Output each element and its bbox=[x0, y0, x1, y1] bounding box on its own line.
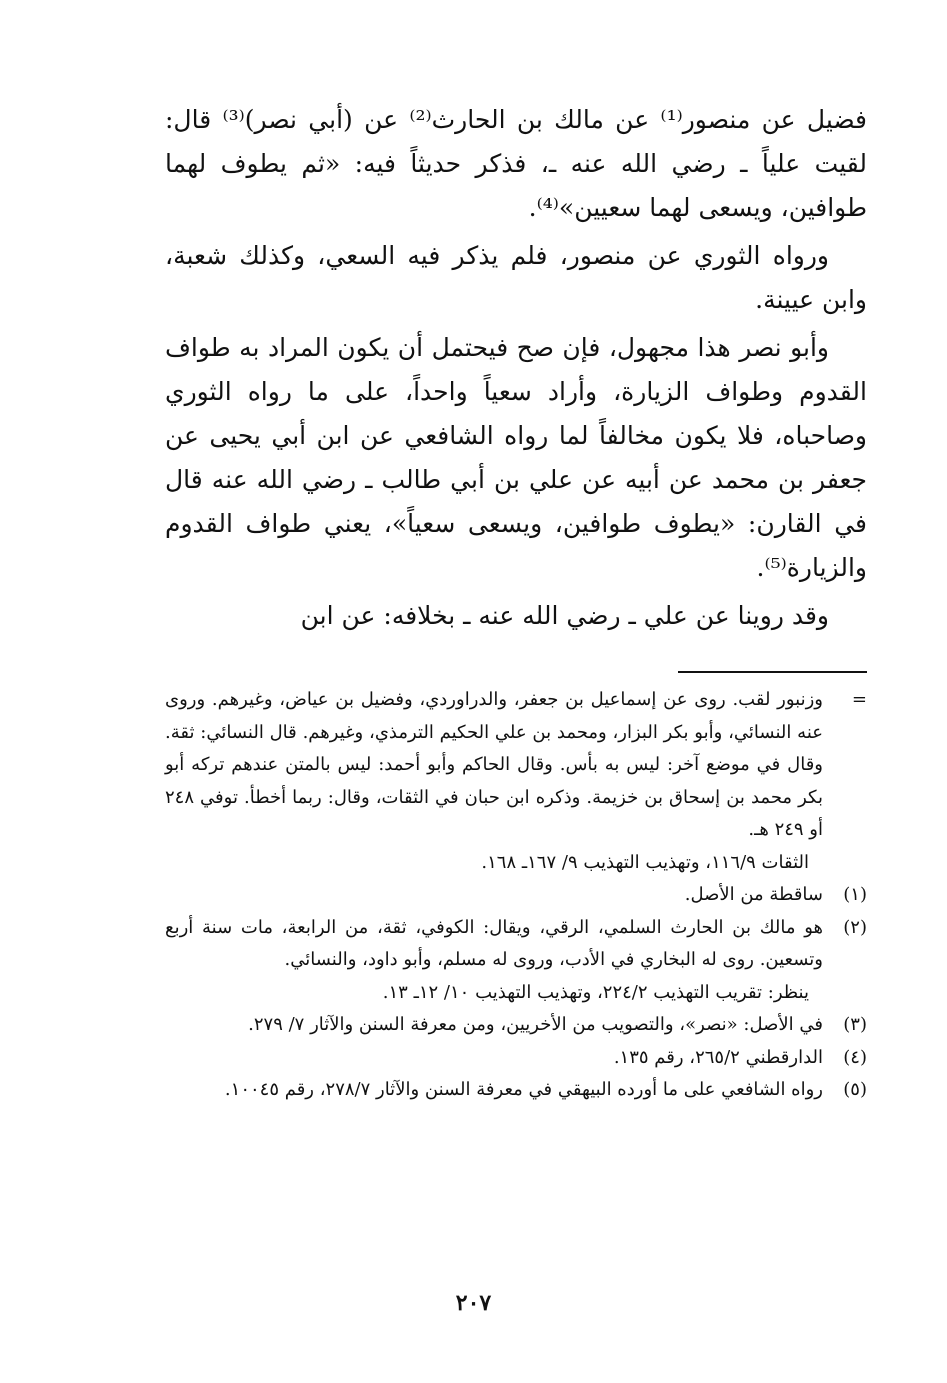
footnote-mark: (٢) bbox=[843, 916, 867, 938]
paragraph-3: وأبو نصر هذا مجهول، فإن صح فيحتمل أن يكون المراد به طواف القدوم وطواف الزيارة، وأراد سعياً واحداً، على ما رواه الثوري وصاحباه، فلا يكون مخالفاً لما رواه الشافعي عن ابن أبي يحيى عن جعفر بن محمد عن أبيه عن علي بن أبي طالب ـ رضي الله عنه قال في القارن: «يطوف طوافين، ويسعى سعياً»، يعني طواف القدوم والزيارة⁽⁵⁾. bbox=[165, 333, 867, 582]
footnote-text: هو مالك بن الحارث السلمي، الرقي، ويقال: الكوفي، ثقة، من الرابعة، مات سنة أربع وتسعين. روى له البخاري في الأدب، وروى له مسلم، وأبو داود، والنسائي. bbox=[165, 916, 823, 970]
paragraph-2: ورواه الثوري عن منصور، فلم يذكر فيه السعي، وكذلك شعبة، وابن عيينة. bbox=[165, 241, 867, 314]
footnote-mark: = bbox=[851, 689, 867, 710]
footnote-text: وزنبور لقب. روى عن إسماعيل بن جعفر، والدراوردي، وفضيل بن عياض، وغيرهم. وروى عنه النسائي، وأبو بكر البزار، ومحمد بن علي الحكيم الترمذي، وغيرهم. قال النسائي: ثقة. وقال في موضع آخر: ليس به بأس. وقال الحاكم وأبو أحمد: ليس بالمتن عندهم تركه أبو بكر محمد بن إسحاق بن خزيمة. وذكره ابن حبان في الثقات، وقال: ربما أخطأ. توفي ٢٤٨ أو ٢٤٩ هـ. bbox=[165, 689, 823, 840]
paragraph-4: وقد روينا عن علي ـ رضي الله عنه ـ بخلافه: عن ابن bbox=[300, 601, 829, 630]
footnote-mark: (١) bbox=[843, 884, 867, 905]
footnote-3 bbox=[165, 1009, 867, 1042]
footnote-reference: ينظر: تقريب التهذيب ٢٢٤/٢، وتهذيب التهذيب ١٠/ ١٢ـ ١٣. bbox=[382, 981, 809, 1003]
footnote-text: في الأصل: «نصر»، والتصويب من الأخريين، ومن معرفة السنن والآثار ٧/ ٢٧٩. bbox=[248, 1014, 823, 1035]
footnotes bbox=[165, 684, 867, 1107]
footnote-4 bbox=[165, 1042, 867, 1075]
paragraph-1: فضيل عن منصور⁽¹⁾ عن مالك بن الحارث⁽²⁾ عن (أبي نصر)⁽³⁾ قال: لقيت علياً ـ رضي الله عنه ـ، فذكر حديثاً فيه: «ثم يطوف لهما طوافين، ويسعى لهما سعيين»⁽⁴⁾. bbox=[165, 105, 868, 222]
footnote-mark: (٤) bbox=[843, 1046, 867, 1068]
footnote-2 bbox=[165, 912, 867, 1010]
footnote-5 bbox=[165, 1074, 867, 1107]
footnote-text: الدارقطني ٢٦٥/٢، رقم ١٣٥. bbox=[613, 1046, 823, 1068]
footnote-body bbox=[165, 912, 823, 1010]
footnote-body bbox=[165, 684, 823, 879]
footnote-1 bbox=[165, 879, 867, 912]
footnote-body bbox=[165, 879, 823, 912]
footnote-body bbox=[165, 1074, 823, 1107]
footnote-body bbox=[165, 1042, 823, 1075]
footnote-text: ساقطة من الأصل. bbox=[684, 884, 823, 905]
footnote-reference: الثقات ١١٦/٩، وتهذيب التهذيب ٩/ ١٦٧ـ ١٦٨. bbox=[481, 851, 809, 873]
footnote-mark: (٣) bbox=[843, 1014, 867, 1035]
footnote-continuation bbox=[165, 684, 867, 879]
main-text bbox=[165, 98, 867, 638]
page-number: ٢٠٧ bbox=[455, 1290, 492, 1316]
footnote-text: رواه الشافعي على ما أورده البيهقي في معرفة السنن والآثار ٢٧٨/٧، رقم ١٠٠٤٥. bbox=[224, 1079, 823, 1100]
footnote-body bbox=[165, 1009, 823, 1042]
footnote-mark: (٥) bbox=[843, 1079, 867, 1100]
footnote-separator bbox=[678, 671, 867, 673]
